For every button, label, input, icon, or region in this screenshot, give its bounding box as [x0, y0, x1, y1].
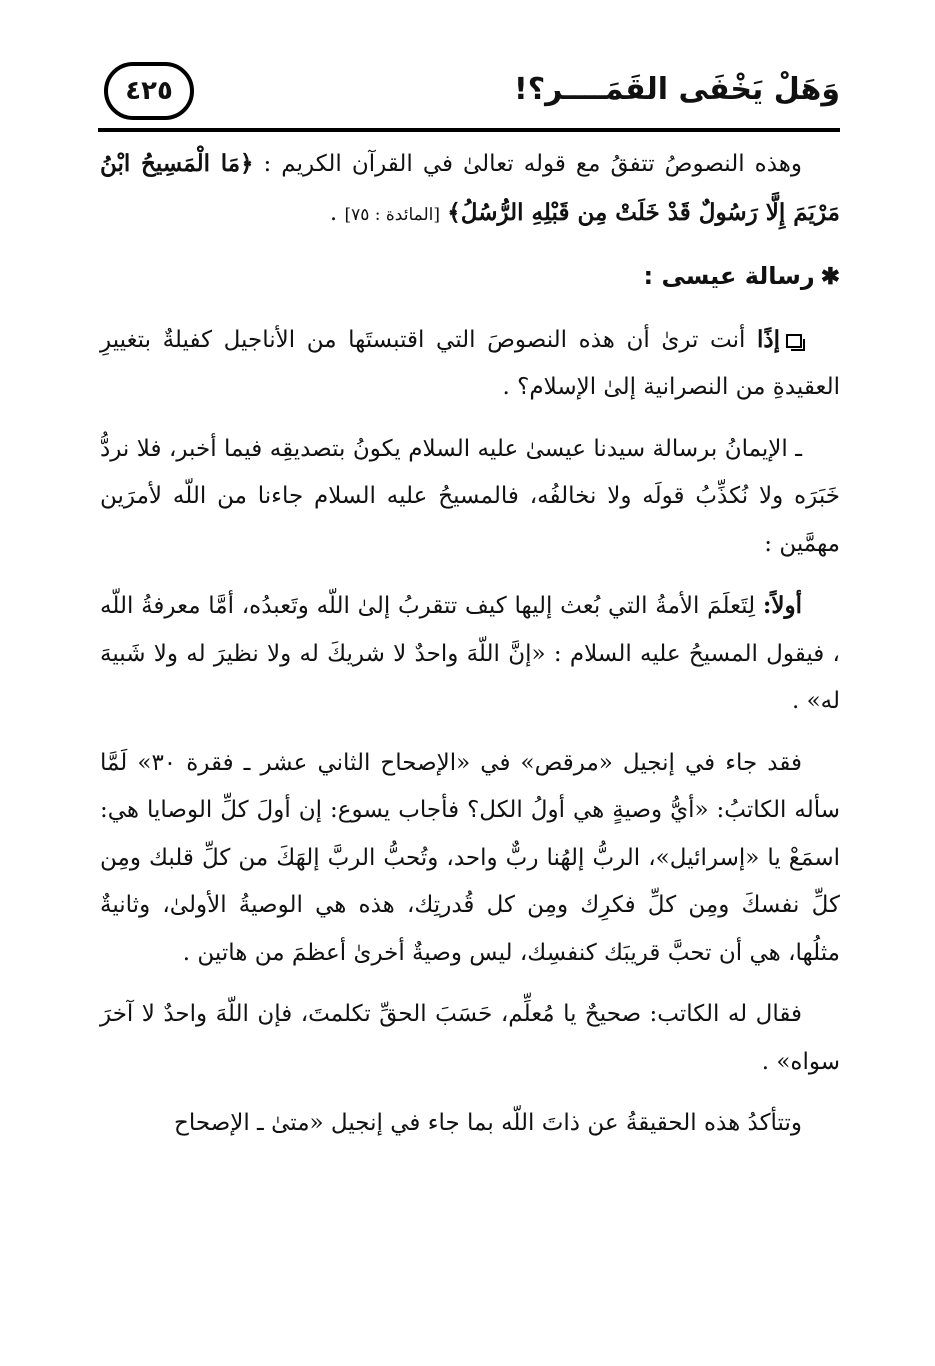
quran-verse: ﴿مَا الْمَسِيحُ ابْنُ مَرْيَمَ إِلَّا رَسُولٌ قَدْ خَلَتْ مِن قَبْلِهِ الرُّسُلُ﴾ — [100, 150, 840, 226]
paragraph-4: فقد جاء في إنجيل «مرقص» في «الإصحاح الثاني عشر ـ فقرة ٣٠» لَمَّا سأله الكاتبُ: «أيُّ وصيةٍ هي أولُ الكل؟ فأجاب يسوع: إن أولَ كلِّ الوصايا هي: اسمَعْ يا «إسرائيل»، الربُّ إلهُنا ربٌّ واحد، وتُحبُّ الربَّ إلهَكَ من كلِّ قلبك ومِن كلِّ نفسكَ ومِن كلِّ فكرِك ومِن كل قُدرتِك، هذه هي الوصيةُ الأولىٰ، وثانيةٌ مثلُها، هي أن تحبَّ قريبَك كنفسِك، ليس وصيةٌ أخرىٰ أعظمَ من هاتين . — [100, 749, 840, 966]
page-number: ٤٢٥ — [104, 62, 194, 120]
running-title: وَهَلْ يَخْفَى القَمَــــر؟! — [514, 72, 840, 107]
paragraph-3-lead: أولاً: — [762, 592, 802, 619]
paragraph-3 — [100, 582, 840, 726]
page-header — [100, 62, 840, 132]
asterisk-icon: ✱ — [820, 263, 840, 290]
quran-reference: [المائدة : ٧٥] — [344, 204, 440, 225]
paragraph-1-text: أنت ترىٰ أن هذه النصوصَ التي اقتبستَها من الأناجيل كفيلةٌ بتغييرِ العقيدةِ من النصرانية إلىٰ الإسلام؟ . — [100, 326, 840, 400]
paragraph-5: فقال له الكاتب: صحيحٌ يا مُعلِّم، حَسَبَ الحقِّ تكلمتَ، فإن اللّهَ واحدٌ لا آخرَ سواه» . — [100, 1001, 840, 1075]
section-heading-text: رسالة عيسى : — [643, 262, 815, 290]
paragraph-1 — [100, 316, 840, 412]
paragraph-6: وتتأكدُ هذه الحقيقةُ عن ذاتَ اللّه بما جاء في إنجيل «متىٰ ـ الإصحاح — [174, 1110, 802, 1136]
paragraph-1-lead: إذًا — [756, 325, 780, 353]
paragraph-2: ـ الإيمانُ برسالة سيدنا عيسىٰ عليه السلام يكونُ بتصديقِه فيما أخبر، فلا نردُّ خَبَرَه ولا نُكذِّبُ قولَه ولا نخالفُه، فالمسيحُ عليه السلام جاءنا من اللّه لأمرَين مهمَّين : — [100, 435, 840, 557]
intro-text: وهذه النصوصُ تتفقُ مع قوله تعالىٰ في القرآن الكريم : — [263, 151, 803, 177]
square-bullet-icon — [786, 334, 802, 348]
section-heading — [100, 253, 840, 302]
intro-paragraph — [100, 140, 840, 239]
paragraph-3-text: لِتَعلَمَ الأمةُ التي بُعث إليها كيف تتقربُ إلىٰ اللّه وتَعبدُه، أمَّا معرفةُ اللّه ، فيقول المسيحُ عليه السلام : «إنَّ اللّهَ واحدٌ لا شريكَ له ولا نظيرَ له ولا شَبيهَ له» . — [100, 593, 840, 714]
page-body — [100, 140, 840, 1162]
header-rule — [98, 128, 840, 132]
intro-end: . — [329, 199, 338, 226]
